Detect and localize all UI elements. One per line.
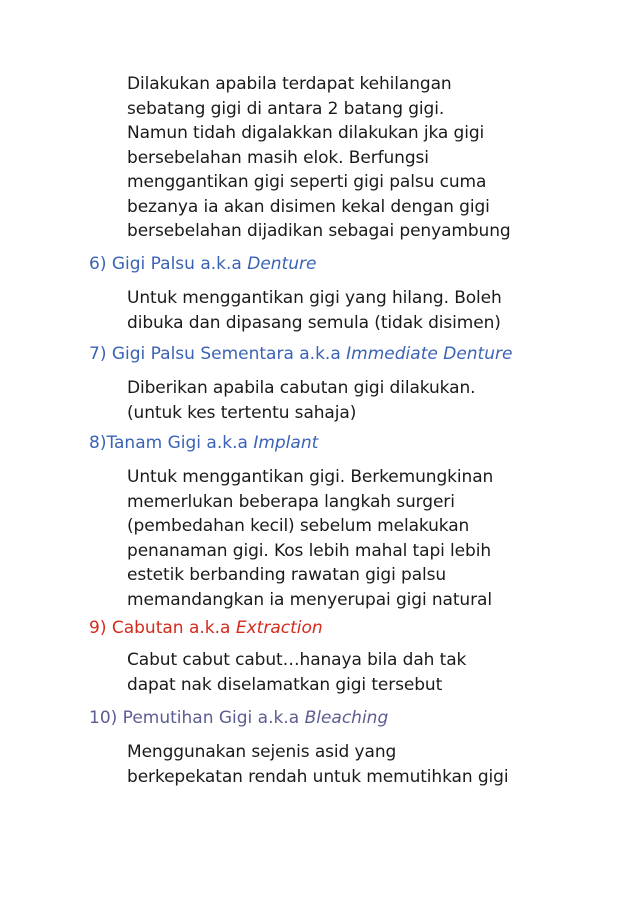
heading-implant <box>89 431 318 455</box>
paragraph-line: (pembedahan kecil) sebelum melakukan <box>127 516 470 536</box>
heading-prefix: 8)Tanam Gigi a.k.a <box>89 433 254 453</box>
heading-prefix: 6) Gigi Palsu a.k.a <box>89 254 248 274</box>
intro-line: Dilakukan apabila terdapat kehilangan <box>127 74 452 94</box>
heading-denture <box>89 252 316 276</box>
paragraph-line: estetik berbanding rawatan gigi palsu <box>127 565 447 585</box>
heading-term: Immediate Denture <box>346 344 513 364</box>
paragraph-extraction <box>127 648 597 697</box>
paragraph-line: dapat nak diselamatkan gigi tersebut <box>127 674 443 695</box>
heading-term: Bleaching <box>304 708 389 728</box>
heading-term: Extraction <box>235 618 323 638</box>
paragraph-line: Diberikan apabila cabutan gigi dilakukan. <box>127 378 476 398</box>
paragraph-implant <box>127 465 597 612</box>
paragraph-line: berkepekatan rendah untuk memutihkan gigi <box>127 766 509 787</box>
heading-bleaching <box>89 706 388 730</box>
paragraph-denture <box>127 286 597 335</box>
intro-line: bersebelahan dijadikan sebagai penyambung <box>127 221 511 241</box>
intro-line: Namun tidah digalakkan dilakukan jka gigi <box>127 123 485 143</box>
paragraph-line: memerlukan beberapa langkah surgeri <box>127 491 455 512</box>
intro-paragraph <box>127 72 597 244</box>
paragraph-immediate-denture <box>127 376 597 425</box>
paragraph-line: Untuk menggantikan gigi. Berkemungkinan <box>127 467 494 487</box>
paragraph-line: Untuk menggantikan gigi yang hilang. Boleh <box>127 288 502 308</box>
paragraph-line: memandangkan ia menyerupai gigi natural <box>127 589 492 610</box>
heading-immediate-denture <box>89 342 512 366</box>
heading-prefix: 9) Cabutan a.k.a <box>89 618 236 638</box>
paragraph-line: dibuka dan dipasang semula (tidak disimen) <box>127 312 501 333</box>
paragraph-line: (untuk kes tertentu sahaja) <box>127 402 357 423</box>
paragraph-bleaching <box>127 740 597 789</box>
heading-term: Denture <box>247 254 317 274</box>
intro-line: sebatang gigi di antara 2 batang gigi. <box>127 98 445 119</box>
intro-line: bersebelahan masih elok. Berfungsi <box>127 147 429 168</box>
heading-prefix: 7) Gigi Palsu Sementara a.k.a <box>89 344 347 364</box>
paragraph-line: Menggunakan sejenis asid yang <box>127 742 397 762</box>
intro-line: menggantikan gigi seperti gigi palsu cuma <box>127 172 487 192</box>
heading-term: Implant <box>253 433 319 453</box>
heading-extraction <box>89 616 323 640</box>
paragraph-line: Cabut cabut cabut…hanaya bila dah tak <box>127 650 467 670</box>
paragraph-line: penanaman gigi. Kos lebih mahal tapi lebih <box>127 540 492 561</box>
heading-prefix: 10) Pemutihan Gigi a.k.a <box>89 708 305 728</box>
intro-line: bezanya ia akan disimen kekal dengan gigi <box>127 196 490 217</box>
